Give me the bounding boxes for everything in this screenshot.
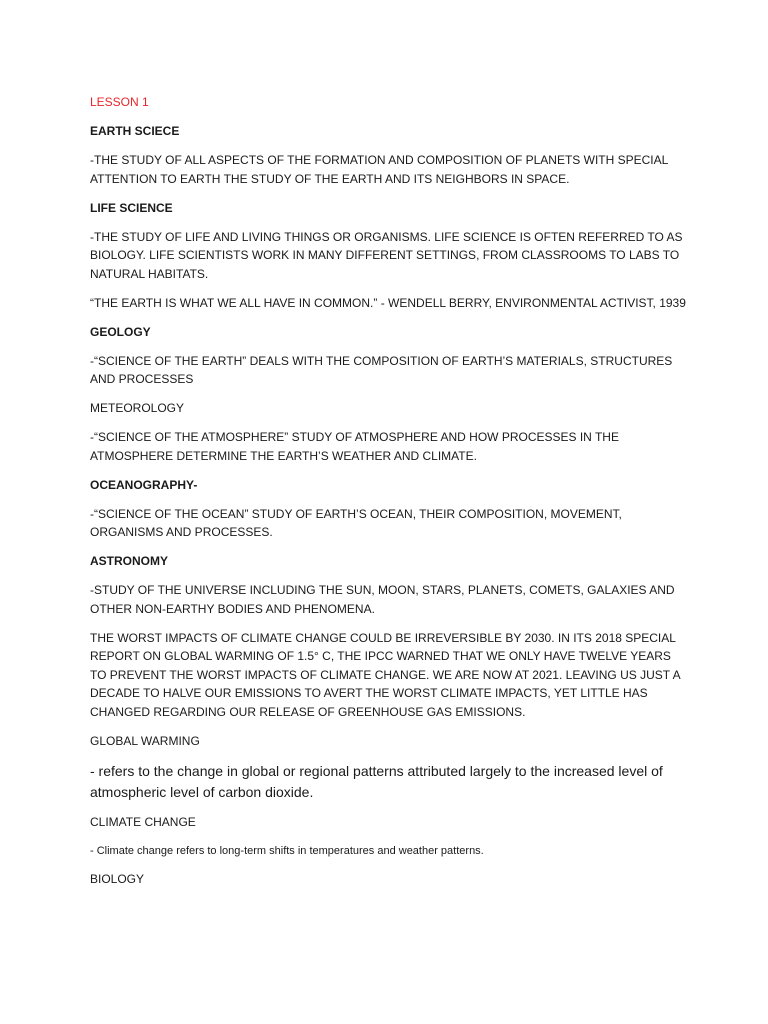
meteorology-definition: -“SCIENCE OF THE ATMOSPHERE” STUDY OF ATMOSPHERE AND HOW PROCESSES IN THE ATMOSPHERE DETERMINE THE EARTH’S WEATHER AND CLIMATE. bbox=[90, 430, 619, 463]
oceanography-definition: -“SCIENCE OF THE OCEAN” STUDY OF EARTH’S OCEAN, THEIR COMPOSITION, MOVEMENT, ORGANISMS AND PROCESSES. bbox=[90, 506, 622, 539]
climate-impact-paragraph: THE WORST IMPACTS OF CLIMATE CHANGE COULD BE IRREVERSIBLE BY 2030. IN ITS 2018 SPECIAL REPORT ON GLOBAL WARMING OF 1.5° C, THE IPCC WARNED THAT WE ONLY HAVE TWELVE YEARS TO PREVENT THE WORST IMPACTS OF CLIMATE CHANGE. WE ARE NOW AT 2021. LEAVING US JUST A DECADE TO HALVE OUR EMISSIONS TO AVERT THE WORST CLIMATE IMPACTS, YET LITTLE HAS CHANGED REGARDING OUR RELEASE OF GREENHOUSE GAS EMISSIONS. bbox=[90, 630, 680, 719]
geology-heading: GEOLOGY bbox=[90, 324, 151, 339]
document-body bbox=[90, 93, 686, 899]
climate-change-definition: - Climate change refers to long-term shifts in temperatures and weather patterns. bbox=[90, 844, 484, 857]
life-science-heading: LIFE SCIENCE bbox=[90, 200, 173, 215]
oceanography-heading: OCEANOGRAPHY- bbox=[90, 477, 198, 492]
climate-change-heading: CLIMATE CHANGE bbox=[90, 814, 196, 829]
geology-definition: -“SCIENCE OF THE EARTH” DEALS WITH THE COMPOSITION OF EARTH’S MATERIALS, STRUCTURES AND PROCESSES bbox=[90, 353, 673, 386]
meteorology-heading: METEOROLOGY bbox=[90, 401, 185, 415]
earth-science-definition: -THE STUDY OF ALL ASPECTS OF THE FORMATION AND COMPOSITION OF PLANETS WITH SPECIAL ATTENTION TO EARTH THE STUDY OF THE EARTH AND ITS NEIGHBORS IN SPACE. bbox=[90, 153, 668, 186]
global-warming-definition: - refers to the change in global or regional patterns attributed largely to the increased level of atmospheric level of carbon dioxide. bbox=[90, 762, 663, 800]
biology-heading: BIOLOGY bbox=[90, 872, 145, 886]
wendell-berry-quote: “THE EARTH IS WHAT WE ALL HAVE IN COMMON.” - WENDELL BERRY, ENVIRONMENTAL ACTIVIST, 1939 bbox=[90, 295, 686, 310]
lesson-title: LESSON 1 bbox=[90, 95, 149, 109]
astronomy-heading: ASTRONOMY bbox=[90, 554, 168, 568]
astronomy-definition: -STUDY OF THE UNIVERSE INCLUDING THE SUN, MOON, STARS, PLANETS, COMETS, GALAXIES AND OTHER NON-EARTHY BODIES AND PHENOMENA. bbox=[90, 583, 675, 616]
global-warming-heading: GLOBAL WARMING bbox=[90, 733, 200, 748]
earth-science-heading: EARTH SCIECE bbox=[90, 124, 180, 138]
life-science-definition: -THE STUDY OF LIFE AND LIVING THINGS OR ORGANISMS. LIFE SCIENCE IS OFTEN REFERRED TO AS BIOLOGY. LIFE SCIENTISTS WORK IN MANY DIFFERENT SETTINGS, FROM CLASSROOMS TO LABS TO NATURAL HABITATS. bbox=[90, 229, 683, 281]
